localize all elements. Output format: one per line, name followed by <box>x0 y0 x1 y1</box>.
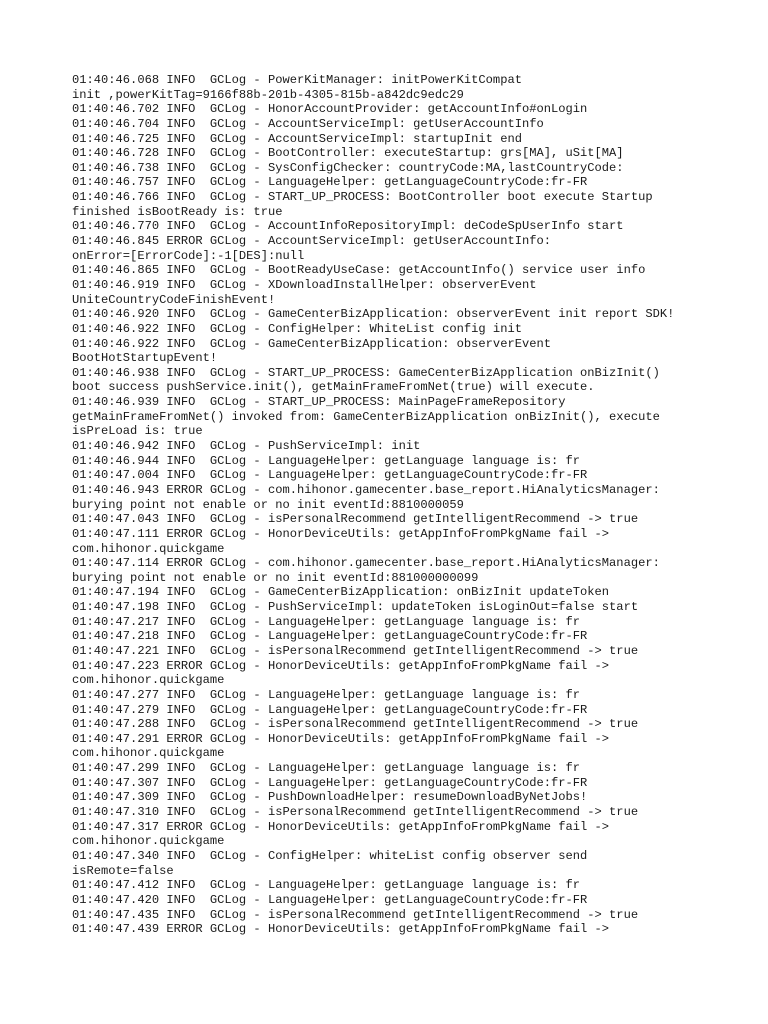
log-line: 01:40:46.845 ERROR GCLog - AccountServiceImpl: getUserAccountInfo: <box>72 234 551 249</box>
log-line: 01:40:47.307 INFO GCLog - LanguageHelper: getLanguageCountryCode:fr-FR <box>72 775 588 790</box>
log-line: 01:40:46.919 INFO GCLog - XDownloadInstallHelper: observerEvent <box>72 277 537 292</box>
log-line: 01:40:46.922 INFO GCLog - GameCenterBizApplication: observerEvent <box>72 336 551 351</box>
log-line: 01:40:47.299 INFO GCLog - LanguageHelper: getLanguage language is: fr <box>72 761 581 776</box>
log-line: 01:40:46.938 INFO GCLog - START_UP_PROCESS: GameCenterBizApplication onBizInit() <box>72 365 660 380</box>
log-line: finished isBootReady is: true <box>72 204 283 219</box>
log-line: isPreLoad is: true <box>72 424 203 439</box>
log-line: burying point not enable or no init eventId:881000000099 <box>72 570 479 585</box>
log-line: 01:40:46.738 INFO GCLog - SysConfigChecker: countryCode:MA,lastCountryCode: <box>72 160 624 175</box>
log-line: 01:40:46.939 INFO GCLog - START_UP_PROCESS: MainPageFrameRepository <box>72 395 566 410</box>
log-line: 01:40:47.279 INFO GCLog - LanguageHelper: getLanguageCountryCode:fr-FR <box>72 702 588 717</box>
log-line: 01:40:46.944 INFO GCLog - LanguageHelper: getLanguage language is: fr <box>72 453 581 468</box>
log-line: boot success pushService.init(), getMainFrameFromNet(true) will execute. <box>72 380 595 395</box>
log-line: 01:40:47.310 INFO GCLog - isPersonalRecommend getIntelligentRecommend -> true <box>72 805 639 820</box>
log-line: 01:40:47.043 INFO GCLog - isPersonalRecommend getIntelligentRecommend -> true <box>72 512 639 527</box>
log-line: 01:40:46.770 INFO GCLog - AccountInfoRepositoryImpl: deCodeSpUserInfo start <box>72 219 624 234</box>
log-line: init ,powerKitTag=9166f88b-201b-4305-815b-a842dc9edc29 <box>72 87 464 102</box>
log-line: burying point not enable or no init eventId:8810000059 <box>72 497 464 512</box>
log-line: com.hihonor.quickgame <box>72 834 225 849</box>
log-line: 01:40:46.704 INFO GCLog - AccountServiceImpl: getUserAccountInfo <box>72 116 544 131</box>
log-line: 01:40:47.217 INFO GCLog - LanguageHelper: getLanguage language is: fr <box>72 614 581 629</box>
log-line: 01:40:46.068 INFO GCLog - PowerKitManager: initPowerKitCompat <box>72 73 522 87</box>
log-line: UniteCountryCodeFinishEvent! <box>72 292 276 307</box>
log-line: 01:40:46.943 ERROR GCLog - com.hihonor.gamecenter.base_report.HiAnalyticsManager: <box>72 482 660 497</box>
log-line: 01:40:47.114 ERROR GCLog - com.hihonor.gamecenter.base_report.HiAnalyticsManager: <box>72 556 660 571</box>
log-line: 01:40:47.340 INFO GCLog - ConfigHelper: whiteList config observer send <box>72 848 588 863</box>
log-line: BootHotStartupEvent! <box>72 351 218 366</box>
log-line: 01:40:46.865 INFO GCLog - BootReadyUseCase: getAccountInfo() service user info <box>72 263 646 278</box>
log-line: 01:40:46.922 INFO GCLog - ConfigHelper: WhiteList config init <box>72 321 522 336</box>
log-line: 01:40:47.223 ERROR GCLog - HonorDeviceUtils: getAppInfoFromPkgName fail -> <box>72 658 610 673</box>
log-line: 01:40:47.291 ERROR GCLog - HonorDeviceUtils: getAppInfoFromPkgName fail -> <box>72 731 610 746</box>
log-line: 01:40:47.412 INFO GCLog - LanguageHelper: getLanguage language is: fr <box>72 878 581 893</box>
log-line: 01:40:47.309 INFO GCLog - PushDownloadHelper: resumeDownloadByNetJobs! <box>72 790 588 805</box>
log-line: com.hihonor.quickgame <box>72 673 225 688</box>
log-line: 01:40:47.288 INFO GCLog - isPersonalRecommend getIntelligentRecommend -> true <box>72 717 639 732</box>
log-line: onError=[ErrorCode]:-1[DES]:null <box>72 248 305 263</box>
log-line: 01:40:47.218 INFO GCLog - LanguageHelper: getLanguageCountryCode:fr-FR <box>72 629 588 644</box>
log-line: 01:40:47.435 INFO GCLog - isPersonalRecommend getIntelligentRecommend -> true <box>72 907 639 922</box>
log-line: 01:40:46.920 INFO GCLog - GameCenterBizApplication: observerEvent init report SDK! <box>72 307 675 322</box>
log-line: 01:40:47.277 INFO GCLog - LanguageHelper: getLanguage language is: fr <box>72 687 581 702</box>
log-line: com.hihonor.quickgame <box>72 541 225 556</box>
log-line: 01:40:46.702 INFO GCLog - HonorAccountProvider: getAccountInfo#onLogin <box>72 102 588 117</box>
log-line: 01:40:47.420 INFO GCLog - LanguageHelper: getLanguageCountryCode:fr-FR <box>72 892 588 907</box>
log-line: 01:40:47.198 INFO GCLog - PushServiceImpl: updateToken isLoginOut=false start <box>72 600 639 615</box>
log-line: getMainFrameFromNet() invoked from: GameCenterBizApplication onBizInit(), execute <box>72 409 660 424</box>
log-line <box>72 937 762 952</box>
log-line: com.hihonor.quickgame <box>72 746 225 761</box>
log-line: 01:40:47.194 INFO GCLog - GameCenterBizApplication: onBizInit updateToken <box>72 585 610 600</box>
log-line: 01:40:47.317 ERROR GCLog - HonorDeviceUtils: getAppInfoFromPkgName fail -> <box>72 819 610 834</box>
log-line: 01:40:47.004 INFO GCLog - LanguageHelper: getLanguageCountryCode:fr-FR <box>72 468 588 483</box>
log-line: 01:40:47.439 ERROR GCLog - HonorDeviceUtils: getAppInfoFromPkgName fail -> <box>72 922 610 937</box>
log-line: isRemote=false <box>72 863 174 878</box>
log-line: 01:40:46.766 INFO GCLog - START_UP_PROCESS: BootController boot execute Startup <box>72 190 653 205</box>
log-line: 01:40:46.757 INFO GCLog - LanguageHelper: getLanguageCountryCode:fr-FR <box>72 175 588 190</box>
log-line: 01:40:46.725 INFO GCLog - AccountServiceImpl: startupInit end <box>72 131 522 146</box>
log-line: 01:40:46.728 INFO GCLog - BootController: executeStartup: grs[MA], uSit[MA] <box>72 146 624 161</box>
log-line: 01:40:47.111 ERROR GCLog - HonorDeviceUtils: getAppInfoFromPkgName fail -> <box>72 526 610 541</box>
log-line: 01:40:46.942 INFO GCLog - PushServiceImpl: init <box>72 439 421 454</box>
log-line: 01:40:47.221 INFO GCLog - isPersonalRecommend getIntelligentRecommend -> true <box>72 643 639 658</box>
log-document <box>72 73 762 951</box>
